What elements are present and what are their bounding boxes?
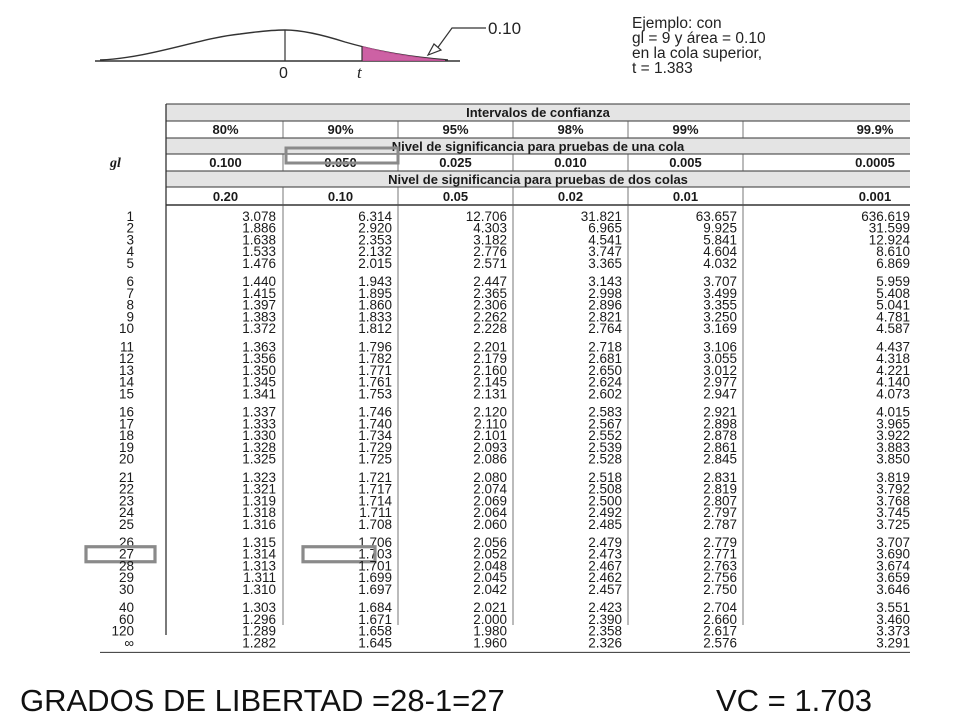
- value-cell: 1.706: [358, 535, 392, 550]
- example-line: en la cola superior,: [632, 45, 763, 62]
- value-cell: 2.228: [473, 321, 507, 337]
- value-cell: 1.313: [242, 558, 276, 574]
- one-tail-title: Nivel de significancia para pruebas de una cola: [391, 139, 685, 154]
- value-cell: 2.000: [473, 611, 507, 627]
- value-cell: 1.761: [358, 374, 392, 390]
- value-cell: 2.042: [473, 581, 507, 597]
- value-cell: 3.078: [242, 209, 276, 224]
- value-cell: 1.296: [242, 611, 276, 627]
- df-cell: ∞: [124, 635, 134, 651]
- value-cell: 4.604: [703, 244, 737, 260]
- value-cell: 2.660: [703, 611, 737, 627]
- df-cell: 28: [118, 558, 134, 574]
- value-cell: 2.262: [473, 309, 507, 325]
- value-cell: 31.821: [580, 209, 622, 224]
- value-cell: 1.476: [242, 255, 276, 271]
- value-cell: 2.052: [473, 546, 507, 562]
- one-tail-level: 0.025: [439, 155, 472, 170]
- df-cell: 15: [118, 386, 134, 402]
- value-cell: 1.345: [242, 374, 276, 390]
- value-cell: 2.807: [703, 493, 737, 509]
- value-cell: 2.920: [358, 220, 392, 236]
- value-cell: 1.363: [242, 339, 276, 355]
- value-cell: 3.707: [876, 535, 910, 550]
- value-cell: 2.787: [703, 516, 737, 532]
- confidence-level: 99.9%: [856, 122, 894, 137]
- value-cell: 5.959: [876, 274, 910, 290]
- value-cell: 4.221: [876, 362, 910, 378]
- value-cell: 2.567: [588, 416, 622, 432]
- value-cell: 2.681: [588, 351, 622, 367]
- value-cell: 3.169: [703, 321, 737, 337]
- value-cell: 1.372: [242, 321, 276, 337]
- value-cell: 2.093: [473, 439, 507, 455]
- value-cell: 2.896: [588, 297, 622, 313]
- value-cell: 3.182: [473, 232, 507, 248]
- value-cell: 2.583: [588, 404, 622, 420]
- df-cell: 9: [126, 309, 134, 325]
- value-cell: 3.922: [876, 428, 910, 444]
- df-cell: 29: [118, 570, 134, 586]
- value-cell: 3.460: [876, 611, 910, 627]
- confidence-level: 95%: [442, 122, 469, 137]
- value-cell: 3.250: [703, 309, 737, 325]
- value-cell: 1.323: [242, 469, 276, 485]
- df-cell: 4: [126, 244, 134, 260]
- critical-value-caption: VC = 1.703: [716, 683, 872, 718]
- df-cell: 6: [126, 274, 134, 290]
- value-cell: 3.690: [876, 546, 910, 562]
- value-cell: 1.753: [358, 386, 392, 402]
- value-cell: 3.143: [588, 274, 622, 290]
- two-tail-level: 0.10: [327, 189, 354, 204]
- value-cell: 4.015: [876, 404, 910, 420]
- confidence-level: 99%: [672, 122, 699, 137]
- value-cell: 1.703: [358, 546, 392, 562]
- value-cell: 2.602: [588, 386, 622, 402]
- value-cell: 2.718: [588, 339, 622, 355]
- value-cell: 2.771: [703, 546, 737, 562]
- value-cell: 1.328: [242, 439, 276, 455]
- confidence-level: 98%: [557, 122, 584, 137]
- value-cell: 1.383: [242, 309, 276, 325]
- value-cell: 1.310: [242, 581, 276, 597]
- value-cell: 1.415: [242, 285, 276, 301]
- value-cell: 12.706: [465, 209, 507, 224]
- value-cell: 1.315: [242, 535, 276, 550]
- value-cell: 1.350: [242, 362, 276, 378]
- value-cell: 2.539: [588, 439, 622, 455]
- value-cell: 1.638: [242, 232, 276, 248]
- value-cell: 3.106: [703, 339, 737, 355]
- df-cell: 40: [118, 600, 134, 616]
- df-cell: 60: [118, 611, 134, 627]
- value-cell: 2.358: [588, 623, 622, 639]
- value-cell: 2.492: [588, 505, 622, 521]
- confidence-level: 80%: [212, 122, 239, 137]
- value-cell: 1.699: [358, 570, 392, 586]
- value-cell: 2.779: [703, 535, 737, 550]
- value-cell: 2.447: [473, 274, 507, 290]
- value-cell: 2.160: [473, 362, 507, 378]
- value-cell: 2.060: [473, 516, 507, 532]
- value-cell: 1.701: [358, 558, 392, 574]
- value-cell: 1.708: [358, 516, 392, 532]
- value-cell: 3.850: [876, 451, 910, 467]
- value-cell: 2.704: [703, 600, 737, 616]
- value-cell: 2.576: [703, 635, 737, 651]
- value-cell: 3.674: [876, 558, 910, 574]
- two-tail-title: Nivel de significancia para pruebas de dos colas: [388, 172, 688, 187]
- value-cell: 6.314: [358, 209, 392, 224]
- value-cell: 1.319: [242, 493, 276, 509]
- value-cell: 2.764: [588, 321, 622, 337]
- value-cell: 2.797: [703, 505, 737, 521]
- value-cell: 2.552: [588, 428, 622, 444]
- value-cell: 3.551: [876, 600, 910, 616]
- value-cell: 3.965: [876, 416, 910, 432]
- value-cell: 2.074: [473, 481, 507, 497]
- value-cell: 2.021: [473, 600, 507, 616]
- df-cell: 11: [119, 339, 134, 355]
- value-cell: 1.645: [358, 635, 392, 651]
- value-cell: 1.833: [358, 309, 392, 325]
- value-cell: 5.041: [876, 297, 910, 313]
- value-cell: 2.110: [474, 416, 507, 432]
- two-tail-level: 0.01: [672, 189, 699, 204]
- df-cell: 14: [118, 374, 134, 390]
- value-cell: 3.055: [703, 351, 737, 367]
- df-cell: 3: [126, 232, 134, 248]
- value-cell: 3.499: [703, 285, 737, 301]
- value-cell: 1.980: [473, 623, 507, 639]
- value-cell: 1.812: [358, 321, 392, 337]
- value-cell: 3.012: [703, 362, 737, 378]
- value-cell: 3.792: [876, 481, 910, 497]
- df-cell: 21: [118, 469, 134, 485]
- value-cell: 2.947: [703, 386, 737, 402]
- df-header: gl: [110, 156, 121, 171]
- value-cell: 4.587: [876, 321, 910, 337]
- area-pointer-line: [436, 28, 486, 50]
- value-cell: 3.355: [703, 297, 737, 313]
- area-label: 0.10: [488, 19, 522, 38]
- df-cell: 16: [118, 404, 134, 420]
- value-cell: 1.658: [358, 623, 392, 639]
- df-cell: 8: [126, 297, 134, 313]
- value-cell: 4.073: [876, 386, 910, 402]
- value-cell: 2.624: [588, 374, 622, 390]
- value-cell: 1.356: [242, 351, 276, 367]
- example-note: [632, 16, 932, 76]
- value-cell: 1.782: [358, 351, 392, 367]
- value-cell: 3.291: [876, 635, 910, 651]
- value-cell: 2.390: [588, 611, 622, 627]
- df-cell: 12: [118, 351, 134, 367]
- value-cell: 1.895: [358, 285, 392, 301]
- value-cell: 9.925: [703, 220, 737, 236]
- value-cell: 2.048: [473, 558, 507, 574]
- value-cell: 2.479: [588, 535, 622, 550]
- value-cell: 2.831: [703, 469, 737, 485]
- value-cell: 2.763: [703, 558, 737, 574]
- value-cell: 1.440: [242, 274, 276, 290]
- value-cell: 1.860: [358, 297, 392, 313]
- value-cell: 3.659: [876, 570, 910, 586]
- value-cell: 2.365: [473, 285, 507, 301]
- value-cell: 2.145: [473, 374, 507, 390]
- value-cell: 2.821: [588, 309, 622, 325]
- example-line: Ejemplo: con: [632, 15, 722, 32]
- value-cell: 2.845: [703, 451, 737, 467]
- value-cell: 1.721: [358, 469, 392, 485]
- value-cell: 3.768: [876, 493, 910, 509]
- value-cell: 2.101: [473, 428, 507, 444]
- value-cell: 3.373: [876, 623, 910, 639]
- two-tail-level: 0.02: [557, 189, 584, 204]
- example-line: gl = 9 y área = 0.10: [632, 30, 766, 47]
- df-cell: 25: [118, 516, 134, 532]
- value-cell: 1.333: [242, 416, 276, 432]
- value-cell: 636.619: [861, 209, 910, 224]
- value-cell: 2.457: [588, 581, 622, 597]
- value-cell: 3.819: [876, 469, 910, 485]
- one-tail-level: 0.0005: [855, 155, 895, 170]
- value-cell: 6.869: [876, 255, 910, 271]
- one-tail-level: 0.100: [209, 155, 242, 170]
- value-cell: 1.734: [358, 428, 392, 444]
- value-cell: 2.998: [588, 285, 622, 301]
- value-cell: 2.518: [588, 469, 622, 485]
- value-cell: 2.086: [473, 451, 507, 467]
- value-cell: 2.977: [703, 374, 737, 390]
- value-cell: 1.282: [242, 635, 276, 651]
- one-tail-level: 0.005: [669, 155, 702, 170]
- value-cell: 2.528: [588, 451, 622, 467]
- value-cell: 2.423: [588, 600, 622, 616]
- value-cell: 3.707: [703, 274, 737, 290]
- df-cell: 1: [126, 209, 134, 224]
- value-cell: 2.467: [588, 558, 622, 574]
- degrees-of-freedom-caption: GRADOS DE LIBERTAD =28-1=27: [20, 683, 505, 718]
- value-cell: 1.289: [242, 623, 276, 639]
- value-cell: 1.886: [242, 220, 276, 236]
- value-cell: 4.303: [473, 220, 507, 236]
- one-tail-level: 0.010: [554, 155, 587, 170]
- t-label: t: [357, 63, 362, 82]
- df-cell: 20: [118, 451, 134, 467]
- value-cell: 2.571: [473, 255, 507, 271]
- df-cell: 27: [118, 546, 134, 562]
- value-cell: 1.740: [358, 416, 392, 432]
- value-cell: 1.341: [242, 386, 276, 402]
- value-cell: 2.819: [703, 481, 737, 497]
- value-cell: 5.408: [876, 285, 910, 301]
- value-cell: 2.508: [588, 481, 622, 497]
- value-cell: 1.325: [242, 451, 276, 467]
- value-cell: 2.861: [703, 439, 737, 455]
- value-cell: 1.796: [358, 339, 392, 355]
- value-cell: 2.750: [703, 581, 737, 597]
- df-cell: 7: [126, 285, 134, 301]
- value-cell: 4.541: [588, 232, 622, 248]
- value-cell: 2.462: [588, 570, 622, 586]
- value-cell: 1.337: [242, 404, 276, 420]
- value-cell: 2.485: [588, 516, 622, 532]
- value-cell: 1.746: [358, 404, 392, 420]
- two-tail-level: 0.001: [858, 189, 892, 204]
- value-cell: 5.841: [703, 232, 737, 248]
- value-cell: 1.330: [242, 428, 276, 444]
- value-cell: 1.311: [243, 570, 276, 586]
- value-cell: 4.318: [876, 351, 910, 367]
- value-cell: 2.473: [588, 546, 622, 562]
- value-cell: 2.131: [473, 386, 507, 402]
- value-cell: 1.729: [358, 439, 392, 455]
- value-cell: 1.697: [358, 581, 392, 597]
- value-cell: 1.725: [358, 451, 392, 467]
- value-cell: 4.032: [703, 255, 737, 271]
- value-cell: 2.878: [703, 428, 737, 444]
- value-cell: 2.064: [473, 505, 507, 521]
- two-tail-level: 0.05: [442, 189, 469, 204]
- value-cell: 2.120: [473, 404, 507, 420]
- value-cell: 2.069: [473, 493, 507, 509]
- value-cell: 2.921: [703, 404, 737, 420]
- value-cell: 3.883: [876, 439, 910, 455]
- value-cell: 12.924: [868, 232, 910, 248]
- confidence-title: Intervalos de confianza: [466, 105, 610, 120]
- value-cell: 1.943: [358, 274, 392, 290]
- value-cell: 1.671: [358, 611, 392, 627]
- value-cell: 1.711: [359, 505, 392, 521]
- value-cell: 2.045: [473, 570, 507, 586]
- one-tail-level: 0.050: [324, 155, 357, 170]
- value-cell: 2.776: [473, 244, 507, 260]
- df-cell: 17: [118, 416, 134, 432]
- df-cell: 120: [111, 623, 134, 639]
- value-cell: 3.365: [588, 255, 622, 271]
- value-cell: 2.353: [358, 232, 392, 248]
- value-cell: 6.965: [588, 220, 622, 236]
- value-cell: 2.179: [473, 351, 507, 367]
- t-table: [0, 95, 960, 651]
- value-cell: 63.657: [695, 209, 737, 224]
- value-cell: 1.318: [242, 505, 276, 521]
- df-cell: 5: [126, 255, 134, 271]
- df-cell: 13: [118, 362, 134, 378]
- df-cell: 10: [118, 321, 134, 337]
- confidence-level: 90%: [327, 122, 354, 137]
- value-cell: 3.646: [876, 581, 910, 597]
- df-cell: 19: [118, 439, 134, 455]
- value-cell: 3.725: [876, 516, 910, 532]
- value-cell: 2.650: [588, 362, 622, 378]
- value-cell: 1.303: [242, 600, 276, 616]
- value-cell: 2.080: [473, 469, 507, 485]
- value-cell: 3.747: [588, 244, 622, 260]
- df-cell: 22: [118, 481, 134, 497]
- example-line: t = 1.383: [632, 60, 693, 77]
- value-cell: 2.306: [473, 297, 507, 313]
- value-cell: 2.898: [703, 416, 737, 432]
- value-cell: 1.316: [242, 516, 276, 532]
- value-cell: 2.756: [703, 570, 737, 586]
- value-cell: 8.610: [876, 244, 910, 260]
- value-cell: 2.201: [473, 339, 507, 355]
- value-cell: 3.745: [876, 505, 910, 521]
- df-cell: 2: [126, 220, 134, 236]
- value-cell: 1.684: [358, 600, 392, 616]
- two-tail-level: 0.20: [212, 189, 239, 204]
- df-cell: 24: [118, 505, 134, 521]
- value-cell: 4.781: [876, 309, 910, 325]
- df-cell: 30: [118, 581, 134, 597]
- value-cell: 1.397: [242, 297, 276, 313]
- df-cell: 18: [118, 428, 134, 444]
- value-cell: 4.437: [876, 339, 910, 355]
- value-cell: 1.314: [242, 546, 276, 562]
- value-cell: 2.326: [588, 635, 622, 651]
- df-cell: 26: [118, 535, 134, 550]
- value-cell: 2.015: [358, 255, 392, 271]
- value-cell: 2.617: [703, 623, 737, 639]
- value-cell: 1.714: [358, 493, 392, 509]
- value-cell: 4.140: [876, 374, 910, 390]
- value-cell: 2.056: [473, 535, 507, 550]
- value-cell: 1.533: [242, 244, 276, 260]
- zero-label: 0: [279, 65, 288, 82]
- value-cell: 1.771: [358, 362, 392, 378]
- value-cell: 2.132: [358, 244, 392, 260]
- value-cell: 1.717: [358, 481, 392, 497]
- value-cell: 1.321: [242, 481, 276, 497]
- value-cell: 2.500: [588, 493, 622, 509]
- value-cell: 1.960: [473, 635, 507, 651]
- value-cell: 31.599: [868, 220, 910, 236]
- df-cell: 23: [118, 493, 134, 509]
